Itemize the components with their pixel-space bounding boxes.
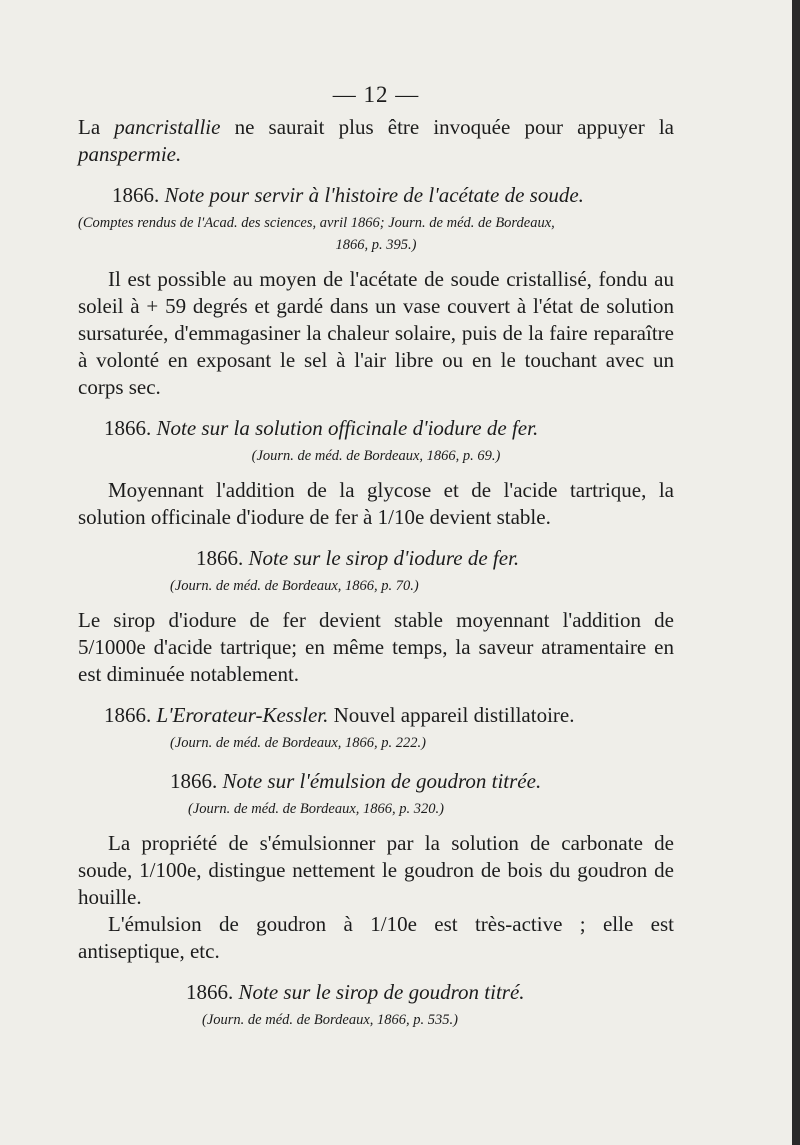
- intro-paragraph: [78, 114, 674, 168]
- entry-heading: [78, 545, 674, 572]
- page-content: [78, 82, 674, 1041]
- entry-heading: [78, 979, 674, 1006]
- entry-year: 1866.: [196, 546, 244, 570]
- entry-body: L'émulsion de goudron à 1/10e est très-active ; elle est antiseptique, etc.: [78, 912, 674, 963]
- entry-title: Note sur l'émulsion de goudron titrée.: [222, 769, 542, 793]
- intro-term-pancristallie: pancristallie: [114, 115, 221, 139]
- entry-heading: [78, 415, 674, 442]
- entry-year: 1866.: [104, 416, 152, 440]
- entry-title: Note pour servir à l'histoire de l'acétate de soude.: [164, 183, 584, 207]
- entry-reference: (Journ. de méd. de Bordeaux, 1866, p. 70.): [170, 578, 419, 594]
- entry-title-rest: Nouvel appareil distillatoire.: [328, 703, 575, 727]
- entry-title: Note sur le sirop de goudron titré.: [238, 980, 525, 1004]
- intro-lead: La: [78, 115, 115, 139]
- entry-year: 1866.: [170, 769, 218, 793]
- intro-term-panspermie: panspermie.: [78, 142, 182, 166]
- entry-reference: (Journ. de méd. de Bordeaux, 1866, p. 320.): [188, 801, 444, 817]
- entry-reference-line: (Comptes rendus de l'Acad. des sciences, avril 1866; Journ. de méd. de Bordeaux,: [78, 215, 555, 231]
- entry-title: L'Erorateur-Kessler.: [156, 703, 329, 727]
- intro-middle: ne saurait plus être invoquée pour appuyer la: [220, 115, 674, 139]
- entry-heading: [78, 768, 674, 795]
- entry-reference: (Journ. de méd. de Bordeaux, 1866, p. 222.): [170, 735, 426, 751]
- entry-heading: [78, 702, 674, 729]
- entry-title: Note sur la solution officinale d'iodure de fer.: [156, 416, 539, 440]
- entry-reference: (Journ. de méd. de Bordeaux, 1866, p. 69.): [251, 448, 501, 464]
- entry-year: 1866.: [112, 183, 160, 207]
- entry-heading: [78, 182, 674, 209]
- entry-year: 1866.: [186, 980, 234, 1004]
- entry-reference: [78, 212, 674, 256]
- entry-body: Il est possible au moyen de l'acétate de soude cristallisé, fondu au soleil à + 59 degrés et gardé dans un vase couvert à l'état de solution sursaturée, d'emmagasiner la chaleur solaire, puis de la faire reparaître à volonté en exposant le sel à l'air libre ou en le touchant avec un corps sec.: [78, 267, 674, 399]
- entry-title: Note sur le sirop d'iodure de fer.: [248, 546, 520, 570]
- entry-body: La propriété de s'émulsionner par la solution de carbonate de soude, 1/100e, distingue nettement le goudron de bois du goudron de houille.: [78, 831, 674, 909]
- entry-body: Moyennant l'addition de la glycose et de l'acide tartrique, la solution officinale d'iodure de fer à 1/10e devient stable.: [78, 478, 674, 529]
- page-edge-shadow: [792, 0, 800, 1145]
- entry-reference-line: 1866, p. 395.): [335, 237, 417, 253]
- entry-year: 1866.: [104, 703, 152, 727]
- page-number: — 12 —: [332, 82, 420, 107]
- entry-reference: (Journ. de méd. de Bordeaux, 1866, p. 535.): [202, 1012, 458, 1028]
- entry-body: Le sirop d'iodure de fer devient stable moyennant l'addition de 5/1000e d'acide tartrique; en même temps, la saveur atramentaire en est diminuée notablement.: [78, 608, 674, 686]
